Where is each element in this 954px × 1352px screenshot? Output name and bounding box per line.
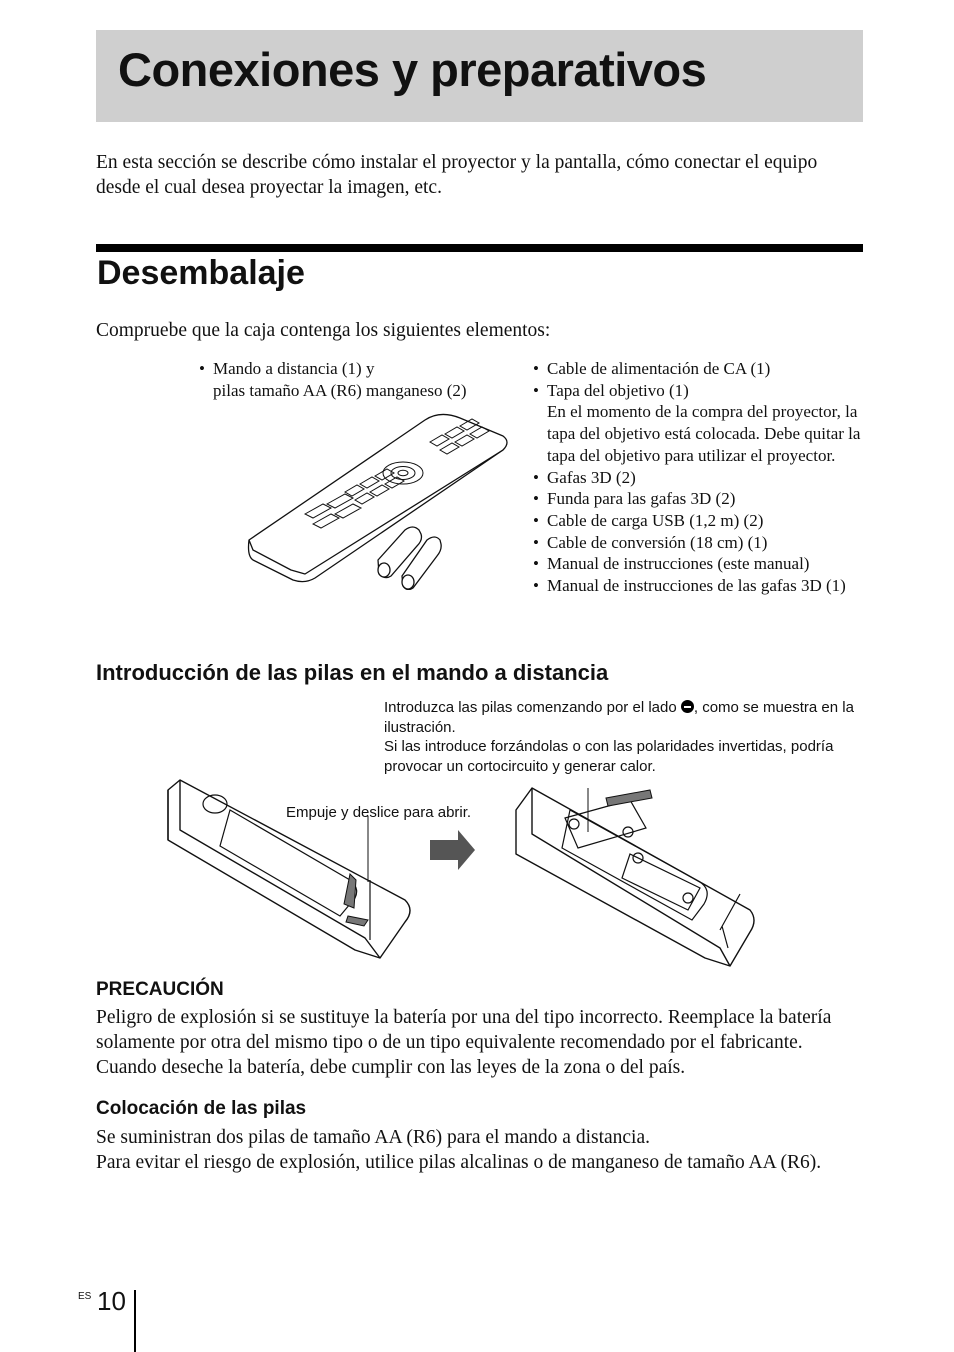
battery-insertion-illustration [160, 770, 770, 970]
caution-heading: PRECAUCIÓN [96, 979, 224, 1000]
footer-rule [134, 1290, 136, 1352]
list-item: • Manual de instrucciones de las gafas 3D (1) [533, 575, 863, 597]
page-number: 10 [97, 1286, 126, 1316]
contents-list-right [533, 358, 863, 597]
language-code: ES [78, 1291, 92, 1302]
list-item: • Manual de instrucciones (este manual) [533, 553, 863, 575]
contents-list-left [199, 358, 519, 401]
battery-placement-heading: Colocación de las pilas [96, 1098, 307, 1119]
lens-cap-note: En el momento de la compra del proyector, la tapa del objetivo está colocada. Debe quitar la tapa del objetivo para utilizar el proyector. [547, 402, 861, 465]
contents-intro: Compruebe que la caja contenga los siguientes elementos: [96, 320, 551, 341]
list-item: • Cable de conversión (18 cm) (1) [533, 532, 863, 554]
section-title-unpacking: Desembalaje [97, 254, 305, 292]
battery-placement-text: Se suministran dos pilas de tamaño AA (R6) para el mando a distancia. Para evitar el riesgo de explosión, utilice pilas alcalinas o de manganeso de tamaño AA (R6). [96, 1127, 822, 1173]
subsection-title-batteries: Introducción de las pilas en el mando a distancia [96, 660, 609, 685]
section-rule [96, 244, 863, 252]
list-item: • Cable de carga USB (1,2 m) (2) [533, 510, 863, 532]
list-item: • Funda para las gafas 3D (2) [533, 488, 863, 510]
list-item: • Cable de alimentación de CA (1) [533, 358, 863, 380]
minus-terminal-icon [681, 700, 694, 713]
list-item: • Mando a distancia (1) y pilas tamaño AA (R6) manganeso (2) [199, 358, 519, 401]
push-slide-label: Empuje y deslice para abrir. [286, 804, 472, 821]
list-item: • Tapa del objetivo (1) En el momento de la compra del proyector, la tapa del objetivo está colocada. Debe quitar la tapa del objetivo para utilizar el proyector. [533, 380, 863, 467]
next-step-arrow-icon [430, 830, 475, 870]
list-item: • Gafas 3D (2) [533, 467, 863, 489]
intro-paragraph: En esta sección se describe cómo instalar el proyector y la pantalla, cómo conectar el equipo desde el cual desea proyectar la imagen, etc. [96, 152, 818, 198]
remote-and-batteries-illustration [245, 410, 520, 590]
insertion-note: Introduzca las pilas comenzando por el lado , como se muestra en la ilustración. Si las introduce forzándolas o con las polaridades invertidas, podría provocar un cortocircuito y generar calor. [384, 699, 854, 775]
caution-text: Peligro de explosión si se sustituye la batería por una del tipo incorrecto. Reemplace la batería solamente por otra del mismo tipo o de un tipo equivalente recomendado por el fabricante. Cuando deseche la batería, debe cumplir con las leyes de la zona o del país. [96, 1007, 832, 1078]
page-title: Conexiones y preparativos [118, 43, 707, 96]
